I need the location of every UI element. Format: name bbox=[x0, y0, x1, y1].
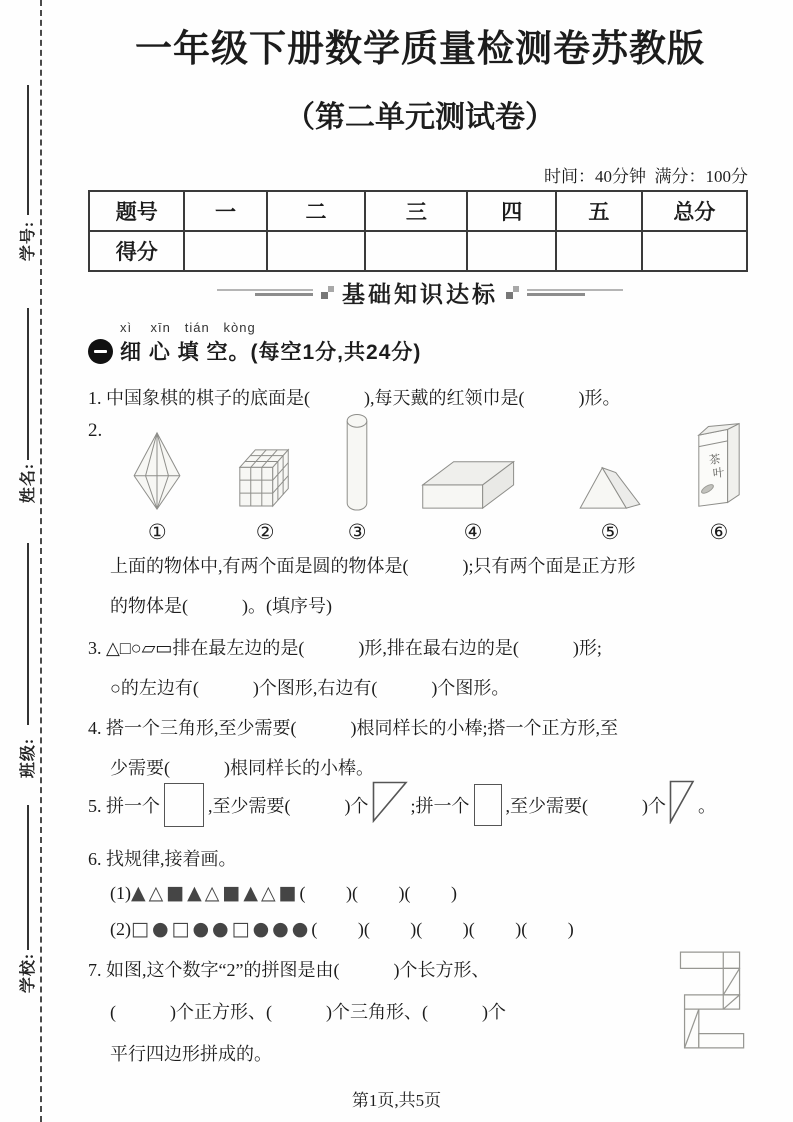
score-cell-empty bbox=[267, 231, 366, 271]
q5-text-part5: 。 bbox=[698, 795, 717, 816]
score-cell-empty bbox=[642, 231, 747, 271]
object-list bbox=[128, 420, 752, 545]
q5-text-part2: ,至少需要( )个 bbox=[208, 795, 369, 816]
score-cell-empty bbox=[184, 231, 266, 271]
score-table-score-row bbox=[89, 231, 747, 271]
question-6-title: 6. 找规律,接着画。 bbox=[88, 849, 237, 869]
q6-row1-blanks: ( )( )( ) bbox=[299, 883, 457, 903]
question-2-objects-row bbox=[88, 420, 752, 545]
student-id-label: 学号: bbox=[19, 220, 37, 262]
question-4-line2: 少需要( )根同样长的小棒。 bbox=[110, 758, 374, 778]
header-cell-part-1: 一 bbox=[184, 191, 266, 231]
header-cell-part-4: 四 bbox=[467, 191, 556, 231]
banner-right-rule bbox=[527, 289, 623, 296]
question-1-text: 1. 中国象棋的棋子的底面是( ),每天戴的红领巾是( )形。 bbox=[88, 388, 621, 408]
object-item bbox=[128, 420, 186, 545]
write-on-line bbox=[27, 85, 29, 215]
q6-row1-pattern-shapes: ▲△■▲△■▲△■ bbox=[131, 882, 300, 904]
school-label: 学校: bbox=[19, 952, 37, 994]
object-label: ④ bbox=[463, 520, 483, 544]
score-table-header-row bbox=[89, 191, 747, 231]
question-7-line2: ( )个正方形、( )个三角形、( )个 bbox=[110, 1002, 506, 1022]
object-item bbox=[234, 420, 296, 545]
narrow-right-triangle-shape bbox=[669, 780, 695, 829]
header-cell-question-number: 题号 bbox=[89, 191, 184, 231]
object-label: ⑥ bbox=[709, 520, 729, 544]
object-item bbox=[692, 420, 746, 545]
header-cell-total: 总分 bbox=[642, 191, 747, 231]
question-2-line1: 上面的物体中,有两个面是圆的物体是( );只有两个面是正方形 bbox=[110, 556, 636, 576]
page-number-footer: 第1页,共5页 bbox=[351, 1091, 442, 1110]
cylinder-shape bbox=[344, 420, 370, 512]
question-2-number: 2. bbox=[88, 420, 103, 441]
pinyin-annotation: xì xīn tián kòng bbox=[120, 320, 256, 335]
header-cell-part-3: 三 bbox=[365, 191, 467, 231]
question-5-line bbox=[88, 780, 768, 829]
banner-right-blocks-icon bbox=[506, 286, 519, 299]
q5-text-part3: ;拼一个 bbox=[410, 795, 470, 816]
score-row-label: 得分 bbox=[89, 231, 184, 271]
banner-left-rule bbox=[217, 289, 313, 296]
q6-row2-blanks: ( )( )( )( )( ) bbox=[311, 919, 574, 939]
object-label: ⑤ bbox=[600, 520, 620, 544]
section-banner bbox=[88, 276, 752, 309]
magic-cube-shape bbox=[234, 420, 296, 512]
right-triangle-shape bbox=[372, 781, 408, 828]
score-cell-empty bbox=[467, 231, 556, 271]
square-outline-shape bbox=[164, 783, 204, 827]
student-name-label: 姓名: bbox=[19, 462, 37, 504]
tea-box-shape bbox=[692, 420, 746, 512]
object-item bbox=[576, 420, 644, 545]
paper-subtitle: （第二单元测试卷） bbox=[285, 101, 555, 134]
cuboid-shape bbox=[418, 420, 528, 512]
question-2-line2: 的物体是( )。(填序号) bbox=[110, 596, 332, 616]
circled-one-icon bbox=[88, 339, 113, 364]
object-label: ② bbox=[255, 520, 275, 544]
question-6-row1 bbox=[110, 882, 752, 904]
object-label: ③ bbox=[347, 520, 367, 544]
question-3-line2: ○的左边有( )个图形,右边有( )个图形。 bbox=[110, 678, 510, 698]
section-1-title: 细 心 填 空。(每空1分,共24分) bbox=[120, 341, 422, 364]
q6-row2-prefix: (2) bbox=[110, 919, 131, 939]
question-6-row2 bbox=[110, 918, 752, 940]
object-item bbox=[418, 420, 528, 545]
question-4-line1: 4. 搭一个三角形,至少需要( )根同样长的小棒;搭一个正方形,至 bbox=[88, 718, 618, 738]
digit-2-puzzle-figure bbox=[668, 946, 750, 1061]
time-and-score-info: 时间：40分钟 满分：100分 bbox=[544, 167, 748, 186]
question-7-line1: 7. 如图,这个数字“2”的拼图是由( )个长方形、 bbox=[88, 960, 490, 980]
header-cell-part-5: 五 bbox=[556, 191, 642, 231]
paper-title: 一年级下册数学质量检测卷苏教版 bbox=[135, 29, 705, 70]
tea-box-text-char2: 叶 bbox=[712, 467, 725, 481]
write-on-line bbox=[27, 543, 29, 725]
q6-row2-pattern-shapes: □●□●●□●●● bbox=[131, 918, 312, 940]
narrow-rectangle-outline-shape bbox=[474, 784, 502, 826]
banner-title: 基础知识达标 bbox=[342, 281, 498, 307]
class-label: 班级: bbox=[19, 737, 37, 779]
write-on-line bbox=[27, 805, 29, 950]
q6-row1-prefix: (1) bbox=[110, 883, 131, 903]
score-cell-empty bbox=[365, 231, 467, 271]
score-table bbox=[88, 190, 748, 272]
q5-text-part4: ,至少需要( )个 bbox=[505, 795, 667, 816]
question-3-line1: 3. △□○▱▭排在最左边的是( )形,排在最右边的是( )形; bbox=[88, 638, 602, 658]
section-1-heading bbox=[88, 336, 421, 366]
tea-box-text-char1: 茶 bbox=[708, 453, 722, 467]
question-7-line3: 平行四边形拼成的。 bbox=[110, 1044, 272, 1064]
object-item bbox=[344, 420, 370, 545]
banner-left-blocks-icon bbox=[321, 286, 334, 299]
object-label: ① bbox=[147, 520, 167, 544]
score-cell-empty bbox=[556, 231, 642, 271]
q5-text-part1: 5. 拼一个 bbox=[88, 795, 160, 816]
header-cell-part-2: 二 bbox=[267, 191, 366, 231]
triangular-prism-shape bbox=[576, 420, 644, 512]
write-on-line bbox=[27, 308, 29, 460]
faceted-pyramid-shape bbox=[128, 420, 186, 512]
